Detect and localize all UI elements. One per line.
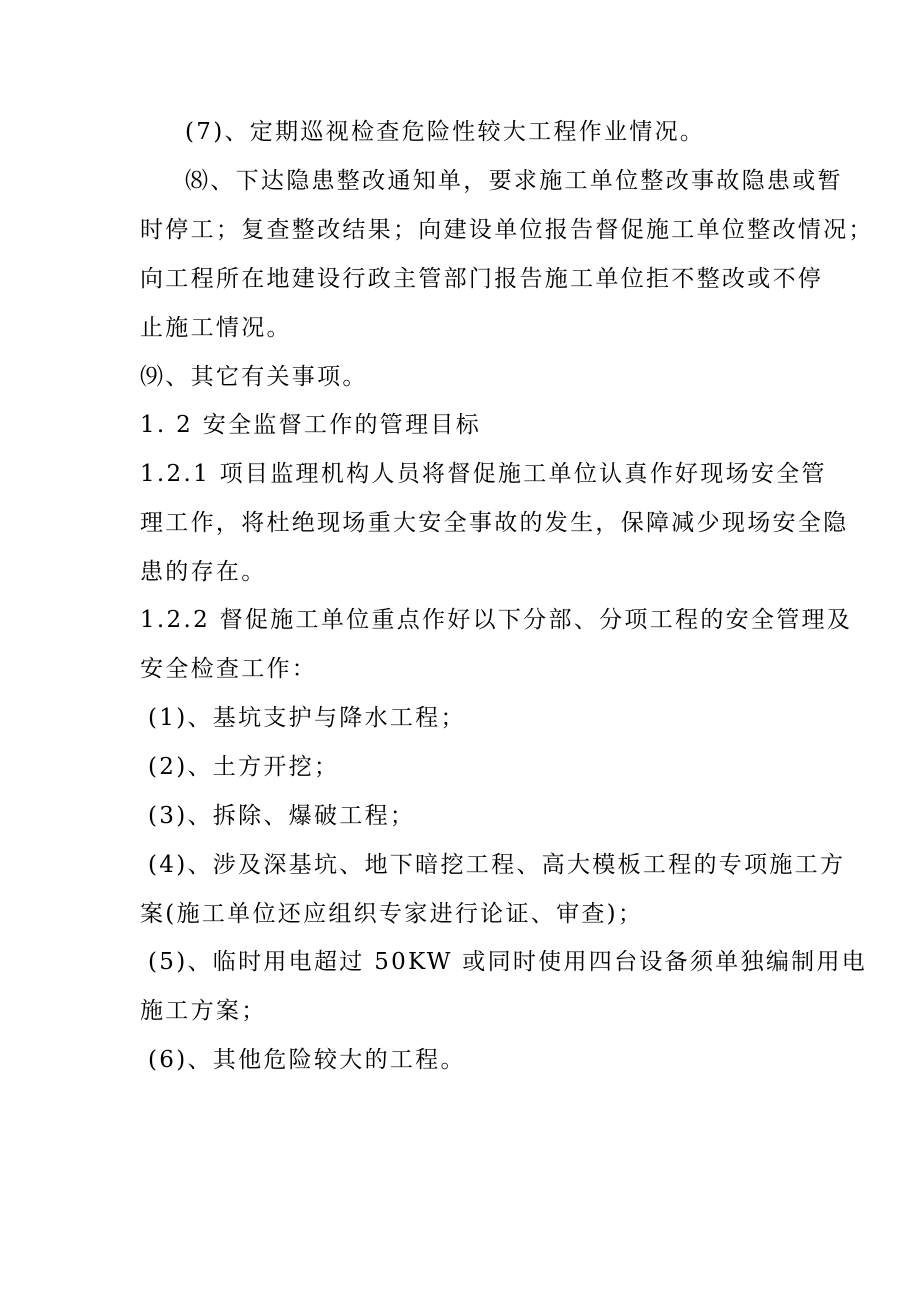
paragraph-item-9: ⑼、其它有关事项。 <box>140 364 368 390</box>
list-item-3: (3)、拆除、爆破工程； <box>148 803 416 829</box>
paragraph-item-8-line-2: 时停工；复查整改结果；向建设单位报告督促施工单位整改情况； <box>140 217 874 243</box>
clause-1-2-2-line-1: 1.2.2 督促施工单位重点作好以下分部、分项工程的安全管理及 <box>140 607 853 633</box>
list-item-5-line-1: (5)、临时用电超过 50KW 或同时使用四台设备须单独编制用电 <box>148 949 868 975</box>
list-item-2: (2)、土方开挖； <box>148 754 340 780</box>
list-item-5-line-2: 施工方案； <box>140 998 267 1024</box>
list-item-1: (1)、基坑支护与降水工程； <box>148 705 466 731</box>
list-item-4-line-2: 案(施工单位还应组织专家进行论证、审查)； <box>140 901 644 927</box>
paragraph-item-8-line-3: 向工程所在地建设行政主管部门报告施工单位拒不整改或不停 <box>140 266 824 292</box>
list-item-4-line-1: (4)、涉及深基坑、地下暗挖工程、高大模板工程的专项施工方 <box>148 852 846 878</box>
clause-1-2-1-line-2: 理工作，将杜绝现场重大安全事故的发生，保障减少现场安全隐 <box>140 510 849 536</box>
clause-1-2-1-line-1: 1.2.1 项目监理机构人员将督促施工单位认真作好现场安全管 <box>140 461 827 487</box>
clause-1-2-2-line-2: 安全检查工作： <box>140 656 318 682</box>
section-heading-1-2: 1. 2 安全监督工作的管理目标 <box>140 412 481 438</box>
paragraph-item-8-line-1: ⑻、下达隐患整改通知单，要求施工单位整改事故隐患或暂 <box>185 168 843 194</box>
clause-1-2-1-line-3: 患的存在。 <box>140 559 267 585</box>
list-item-6: (6)、其他危险较大的工程。 <box>148 1047 466 1073</box>
paragraph-item-8-line-4: 止施工情况。 <box>140 315 292 341</box>
paragraph-item-7: (7)、定期巡视检查危险性较大工程作业情况。 <box>185 119 706 145</box>
